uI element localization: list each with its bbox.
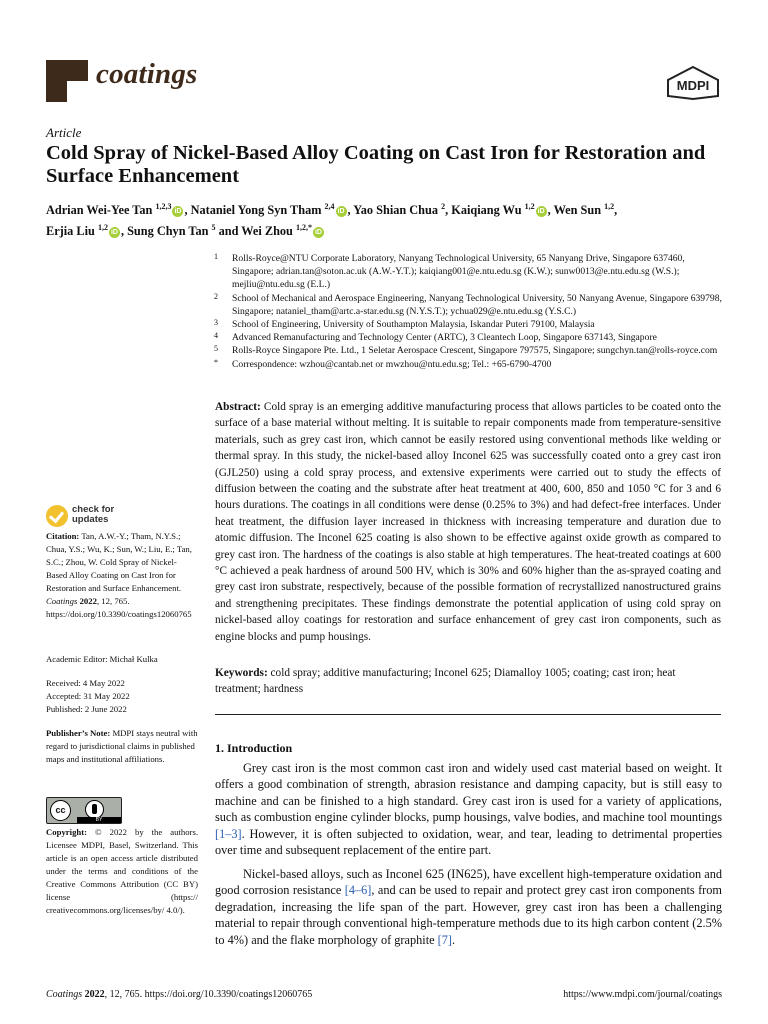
keywords: [215, 665, 721, 698]
publisher-note: Publisher’s Note: MDPI stays neutral with regard to jurisdictional claims in published maps and institutional affiliations.: [46, 728, 198, 764]
abstract-text: Cold spray is an emerging additive manufacturing process that allows particles to be coated onto the surface of a base material without melting. It is suitable to repair components made from temperature-sensitive materials, such as grey cast iron, which cannot be easily restored using conventional methods like welding or thermal spray. In this study, the nickel-based alloy Inconel 625 was successfully coated onto a grey cast iron (GJL250) using a cold spray process, and extensive experiments were carried out to study the effects of diffusion between the coating and the substrate after heat treatment at 400, 600, 850 and 1050 °C for 3 and 6 hours durations. The coatings in all conditions were dense (0.25% to 3%) and had defect-free interfaces. Under heat treatment, the diffusion layer increased in thickness with increasing temperature and duration due to atomic diffusion. The Inconel 625 coating is also shown to be effective against oxide growth as compared to grey cast iron. The hardness of the coatings is also stable at high temperatures. The heat-treated coatings at 600 °C achieved a peak hardness of around 500 HV, which is 30% and 60% higher than the as-sprayed coating and grey cast iron substrate, respectively, because of the possible formation of recrystallized nanostructured grains and strengthening precipitates. These findings demonstrate the potential application of using cold spray on nickel-based alloy coatings for restoration and surface enhancement of grey cast iron components, such as engine blocks and pump housings.: [215, 401, 721, 643]
copyright-notice: Copyright: © 2022 by the authors. Licensee MDPI, Basel, Switzerland. This article is an open access article distributed under the terms and conditions of the Creative Commons Attribution (CC BY) license (https:// creativecommons.org/licenses/by/ 4.0/).: [46, 827, 198, 915]
affiliation-item: 5 Rolls-Royce Singapore Pte. Ltd., 1 Seletar Aerospace Crescent, Singapore 797575, Singapore; sungchyn.tan@rolls-royce.com: [214, 344, 718, 357]
affiliation-item: 2 School of Mechanical and Aerospace Engineering, Nanyang Technological University, 50 Nanyang Avenue, Singapore 639798, Singapore; nataniel_tham@artc.a-star.edu.sg (N.Y.S.T.); ychua029@e.ntu.edu.sg (Y.S.C.): [214, 291, 722, 317]
footer-journal-url[interactable]: https://www.mdpi.com/journal/coatings: [563, 989, 722, 1000]
affiliation-item: 1 Rolls-Royce@NTU Corporate Laboratory, Nanyang Technological University, 65 Nanyang Drive, Singapore 637460, Singapore; adrian.tan@soton.ac.uk (A.W.-Y.T.); kaiqiang001@e.ntu.edu.sg (K.W.); sunw0013@e.ntu.edu.sg (W.S.); mejliu@ntu.edu.sg (E.L.): [214, 252, 685, 291]
paper-title: Cold Spray of Nickel-Based Alloy Coating on Cast Iron for Restoration and Surface Enhancement: [46, 142, 706, 187]
keywords-label: Keywords:: [215, 667, 268, 679]
section-heading: 1. Introduction: [215, 741, 293, 755]
author-name: Adrian Wei-Yee Tan: [46, 203, 153, 218]
abstract: [215, 399, 721, 645]
cc-by-license-badge[interactable]: cc BY: [46, 797, 122, 824]
author-list: Adrian Wei-Yee Tan $^{1,2,3}$iD , Nataniel Yong Syn Tham $^{2,4}$iD , Yao Shian Chua $^2$, Kaiqiang Wu $^{1,2}$iD , Wen Sun $^{1,2}$, Erjia Liu $^{1,2}$iD , Sung Chyn Tan $^5$ and Wei Zhou $^{1,2,*}$iD: [46, 202, 618, 239]
orcid-icon[interactable]: iD: [337, 207, 345, 215]
author-name: Yao Shian Chua: [353, 203, 439, 218]
orcid-icon[interactable]: iD: [537, 207, 545, 215]
intro-paragraph-2: Nickel-based alloys, such as Inconel 625 (IN625), have excellent high-temperature oxidation and good corrosion resistance [4–6], and can be used to repair and protect grey cast iron components from degradation, increasing the life span of the part. However, grey cast iron has been a challenging material to repair through conventional high-temperature methods due to its high carbon content (2.5% to 4%) and the flake morphology of graphite [7].: [215, 867, 722, 947]
abstract-label: Abstract:: [215, 401, 261, 413]
article-type: Article: [46, 125, 82, 140]
author-name: Erjia Liu: [46, 224, 95, 239]
dates: Received: 4 May 2022 Accepted: 31 May 2022 Published: 2 June 2022: [46, 678, 130, 714]
affiliation-item: 3 School of Engineering, University of Southampton Malaysia, Iskandar Puteri 79100, Malaysia: [214, 318, 595, 331]
cc-icon: cc: [50, 800, 71, 821]
correspondence: * Correspondence: wzhou@cantab.net or mwzhou@ntu.edu.sg; Tel.: +65-6790-4700: [214, 357, 552, 370]
mdpi-logo: [666, 66, 720, 100]
intro-paragraph-1: Grey cast iron is the most common cast iron and widely used cast material based on weight. It offers a good combination of strength, abrasion resistance and damping capacity, but is still easy to machine and can be finished to a high standard. Grey cast iron is used for a variety of applications, such as combustion engine cylinder blocks, pump housings, valve bodies, and machine tool mountings [1–3]. However, it is often subjected to oxidation, wear, and tear, leading to detrimental properties over time and subsequent replacement of the entire part.: [215, 761, 722, 858]
svg-text:MDPI: MDPI: [676, 78, 710, 93]
author-name: Nataniel Yong Syn Tham: [190, 203, 322, 218]
citation-link[interactable]: [4–6]: [344, 883, 372, 898]
keywords-text: cold spray; additive manufacturing; Inconel 625; Diamalloy 1005; coating; cast iron; heat treatment; hardness: [215, 667, 676, 696]
citation-link[interactable]: [7]: [437, 932, 452, 947]
check-for-updates-button[interactable]: check for updates: [46, 505, 126, 529]
journal-name: coatings: [96, 58, 198, 90]
orcid-icon[interactable]: iD: [314, 228, 322, 236]
orcid-icon[interactable]: iD: [174, 207, 182, 215]
footer-citation: Coatings 2022, 12, 765. https://doi.org/10.3390/coatings12060765: [46, 989, 313, 1000]
author-name: Wen Sun: [553, 203, 602, 218]
academic-editor: Academic Editor: Michał Kulka: [46, 654, 158, 664]
affiliation-item: 4 Advanced Remanufacturing and Technology Center (ARTC), 3 Cleantech Loop, Singapore 637143, Singapore: [214, 331, 657, 344]
citation-block: Citation: Tan, A.W.-Y.; Tham, N.Y.S.; Chua, Y.S.; Wu, K.; Sun, W.; Liu, E.; Tan, S.C.; Zhou, W. Cold Spray of Nickel-Based Alloy Coating on Cast Iron for Restoration and Surface Enhancement. Coatings 2022, 12, 765. https://doi.org/10.3390/coatings12060765: [46, 531, 192, 619]
check-icon: [46, 505, 68, 527]
orcid-icon[interactable]: iD: [110, 228, 118, 236]
section-divider: [215, 714, 721, 715]
author-name: Kaiqiang Wu: [451, 203, 522, 218]
author-name: Sung Chyn Tan: [127, 224, 209, 239]
citation-link[interactable]: [1–3]: [215, 826, 242, 841]
journal-logo: [46, 60, 88, 102]
affiliations: [214, 252, 724, 371]
author-name: Wei Zhou: [241, 224, 293, 239]
